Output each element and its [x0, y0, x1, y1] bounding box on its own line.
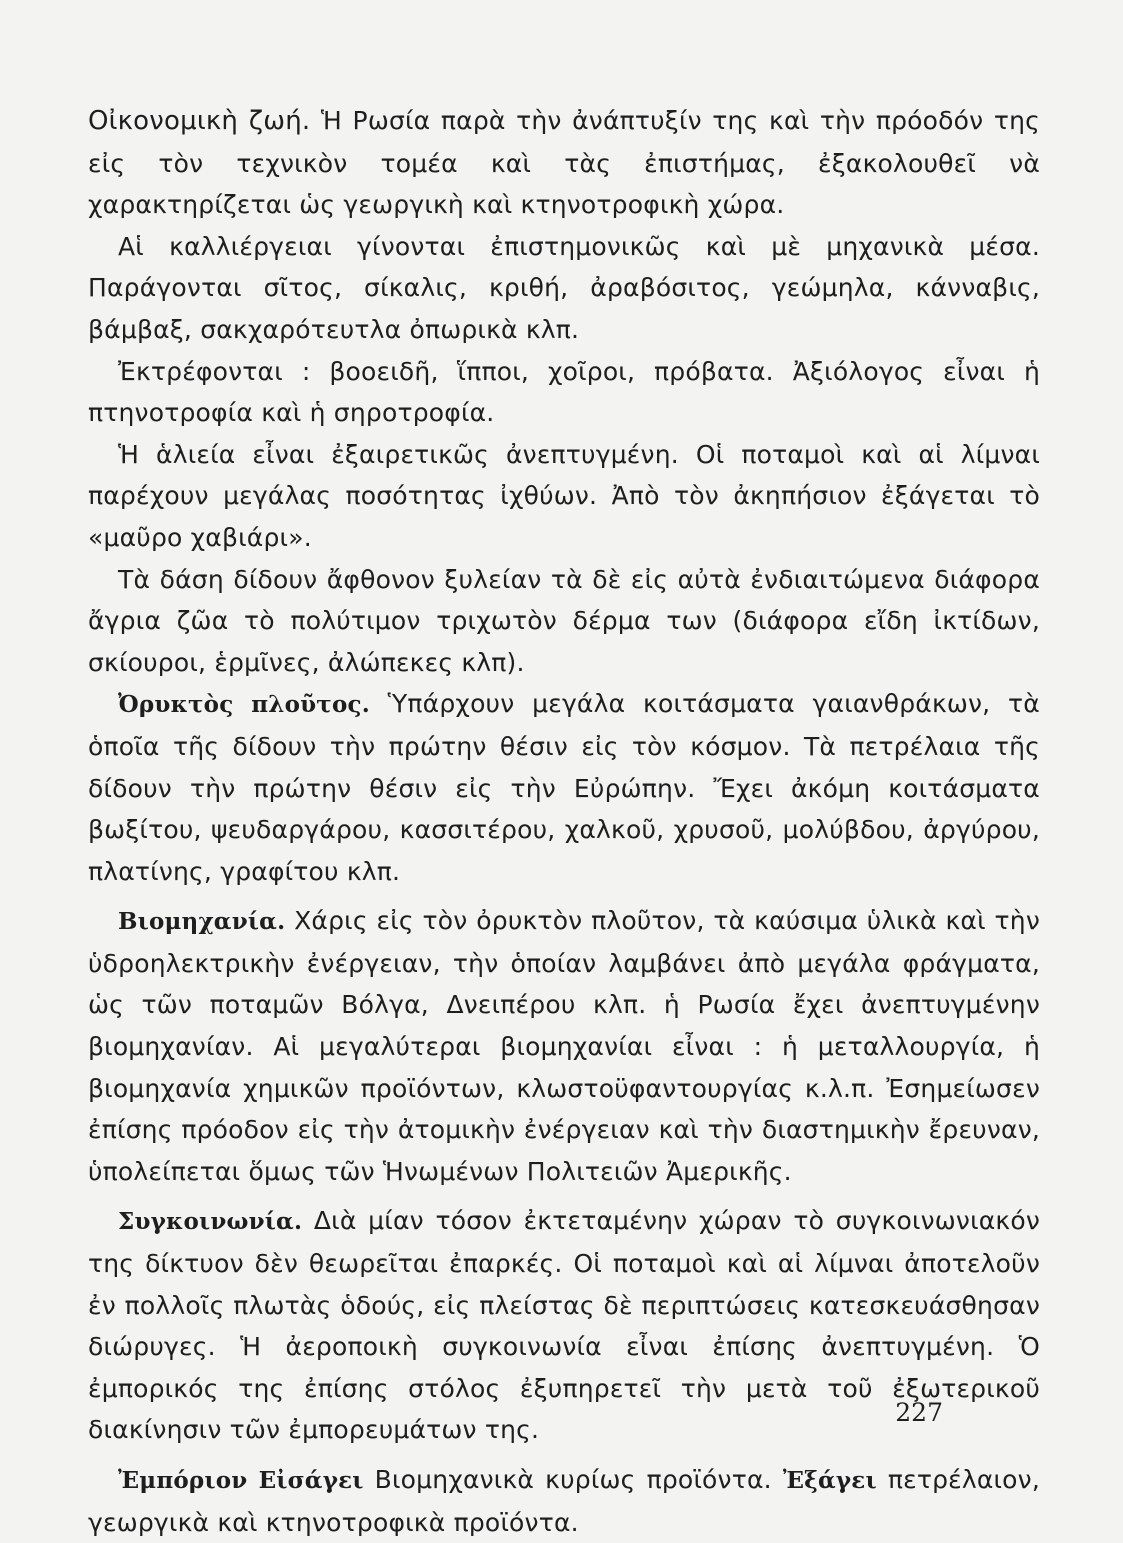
body-text: [88, 100, 1040, 1543]
paragraph-text: Ὑπάρχουν μεγάλα κοιτάσματα γαιανθράκων, τὰ ὁποῖα τῆς δίδουν τὴν πρώτην θέσιν εἰς τὸν κόσμον. Τὰ πετρέλαια τῆς δίδουν τὴν πρώτην θέσιν εἰς τὴν Εὐρώπην. Ἔχει ἀκόμη κοιτάσματα βωξίτου, ψευδαργάρου, κασσιτέρου, χαλκοῦ, χρυσοῦ, μολύβδου, ἀργύρου, πλατίνης, γραφίτου κλπ.: [88, 689, 1040, 886]
paragraph-fishing: [88, 434, 1040, 559]
paragraph-trade: [88, 1459, 1040, 1543]
paragraph-mineral-wealth: [88, 683, 1040, 892]
paragraph-text: πετρέλαιον, γεωργικὰ καὶ κτηνοτροφικὰ προϊόντα.: [88, 1465, 1040, 1537]
paragraph-text: Διὰ μίαν τόσον ἐκτεταμένην χώραν τὸ συγκοινωνιακόν της δίκτυον δὲν θεωρεῖται ἐπαρκές. Οἱ ποταμοὶ καὶ αἱ λίμναι ἀποτελοῦν ἐν πολλοῖς πλωτὰς ὁδούς, εἰς πλείστας δὲ περιπτώσεις κατεσκευάσθησαν διώρυγες. Ἡ ἀεροποικὴ συγκοινωνία εἶναι ἐπίσης ἀνεπτυγμένη. Ὁ ἐμπορικός της ἐπίσης στόλος ἐξυπηρετεῖ τὴν μετὰ τοῦ ἐξωτερικοῦ διακίνησιν τῶν ἐμπορευμάτων της.: [88, 1206, 1040, 1445]
paragraph-forests: [88, 559, 1040, 684]
heading-communication: Συγκοινωνία.: [118, 1208, 303, 1236]
page-number: 227: [895, 1398, 943, 1427]
paragraph-livestock: [88, 351, 1040, 434]
heading-economic-life: Οἰκονομικὴ ζωή.: [88, 106, 311, 136]
heading-mineral-wealth: Ὀρυκτὸς πλοῦτος.: [118, 691, 370, 719]
paragraph-text: Τὰ δάση δίδουν ἄφθονον ξυλείαν τὰ δὲ εἰς αὐτὰ ἐνδιαιτώμενα διάφορα ἄγρια ζῶα τὸ πολύτιμον τριχωτὸν δέρμα των (διάφορα εἴδη ἰκτίδων, σκίουροι, ἑρμῖνες, ἀλώπεκες κλπ).: [88, 564, 1040, 677]
paragraph-text: Ἡ ἁλιεία εἶναι ἐξαιρετικῶς ἀνεπτυγμένη. Οἱ ποταμοὶ καὶ αἱ λίμναι παρέχουν μεγάλας ποσότητας ἰχθύων. Ἀπὸ τὸν ἀκηπήσιον ἐξάγεται τὸ «μαῦρο χαβιάρι».: [88, 439, 1040, 552]
paragraph-text: Ἡ Ρωσία παρὰ τὴν ἀνάπτυξίν της καὶ τὴν πρόοδόν της εἰς τὸν τεχνικὸν τομέα καὶ τὰς ἐπιστήμας, ἐξακολουθεῖ νὰ χαρακτηρίζεται ὡς γεωργικὴ καὶ κτηνοτροφικὴ χώρα.: [88, 106, 1040, 220]
paragraph-text: Αἱ καλλιέργειαι γίνονται ἐπιστημονικῶς καὶ μὲ μηχανικὰ μέσα. Παράγονται σῖτος, σίκαλις, κριθή, ἀραβόσιτος, γεώμηλα, κάνναβις, βάμβαξ, σακχαρότευτλα ὀπωρικὰ κλπ.: [88, 231, 1040, 344]
paragraph-agriculture: [88, 226, 1040, 351]
paragraph-text: Χάρις εἰς τὸν ὀρυκτὸν πλοῦτον, τὰ καύσιμα ὑλικὰ καὶ τὴν ὑδροηλεκτρικὴν ἐνέργειαν, τὴν ὁποίαν λαμβάνει ἀπὸ μεγάλα φράγματα, ὡς τῶν ποταμῶν Βόλγα, Δνειπέρου κλπ. ἡ Ρωσία ἔχει ἀνεπτυγμένην βιομηχανίαν. Αἱ μεγαλύτεραι βιομηχανίαι εἶναι : ἡ μεταλλουργία, ἡ βιομηχανία χημικῶν προϊόντων, κλωστοϋφαντουργίας κ.λ.π. Ἐσημείωσεν ἐπίσης πρόοδον εἰς τὴν ἀτομικὴν ἐνέργειαν καὶ τὴν διαστημικὴν ἔρευναν, ὑπολείπεται ὅμως τῶν Ἡνωμένων Πολιτειῶν Ἀμερικῆς.: [88, 906, 1040, 1186]
paragraph-industry: [88, 900, 1040, 1192]
heading-industry: Βιομηχανία.: [118, 908, 286, 936]
paragraph-economic-life: [88, 100, 1040, 226]
paragraph-text: Βιομηχανικὰ κυρίως προϊόντα.: [363, 1465, 783, 1494]
heading-exports: Ἐξάγει: [782, 1467, 877, 1494]
paragraph-text: Ἐκτρέφονται : βοοειδῆ, ἵπποι, χοῖροι, πρόβατα. Ἀξιόλογος εἶναι ἡ πτηνοτροφία καὶ ἡ σηροτροφία.: [88, 356, 1040, 428]
heading-trade-imports: Ἐμπόριον Εἰσάγει: [118, 1467, 364, 1494]
